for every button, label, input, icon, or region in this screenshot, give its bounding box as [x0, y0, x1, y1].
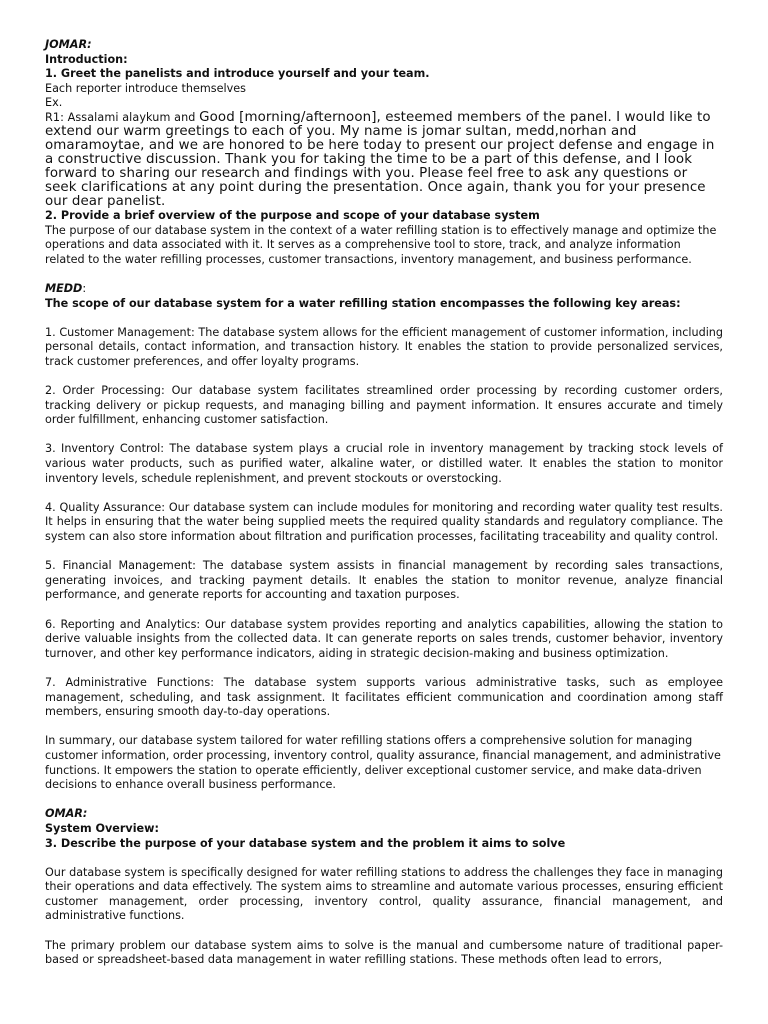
speaker-label-medd-colon: :	[82, 281, 87, 295]
document-page	[45, 38, 723, 968]
scope-item-quality-assurance: 4. Quality Assurance: Our database system can include modules for monitoring and recording water quality test results. It helps in ensuring that the water being supplied meets the required quality standards and regulatory compliance. The system can also store information about filtration and purification processes, facilitating traceability and quality control.	[45, 500, 723, 544]
scope-item-customer-management: 1. Customer Management: The database system allows for the efficient management of customer information, including personal details, contact information, and transaction history. It enables the station to provide personalized services, track customer preferences, and offer loyalty programs.	[45, 325, 723, 368]
scope-item-reporting-analytics: 6. Reporting and Analytics: Our database system provides reporting and analytics capabilities, allowing the station to derive valuable insights from the collected data. It can generate reports on sales trends, customer behavior, inventory turnover, and other key performance indicators, aiding in strategic decision-making and business optimization.	[45, 617, 723, 660]
question-1: 1. Greet the panelists and introduce yourself and your team.	[45, 67, 430, 81]
question-2: 2. Provide a brief overview of the purpose and scope of your database system	[45, 208, 540, 222]
question-3: 3. Describe the purpose of your database system and the problem it aims to solve	[45, 836, 566, 850]
purpose-paragraph: The purpose of our database system in the context of a water refilling station is to effectively manage and optimize the operations and data associated with it. It serves as a comprehensive tool to store, track, and analyze information related to the water refilling processes, customer transactions, inventory management, and business performance.	[45, 223, 717, 266]
speaker-label-medd-line	[45, 282, 723, 297]
designed-paragraph: Our database system is specifically designed for water refilling stations to address the challenges they face in managing their operations and data effectively. The system aims to streamline and automate various processes, ensuring efficient customer management, order processing, inventory control, quality assurance, financial management, and administrative functions.	[45, 865, 723, 923]
intro-heading: Introduction:	[45, 52, 128, 66]
scope-item-administrative-functions: 7. Administrative Functions: The database system supports various administrative tasks, such as employee management, scheduling, and task assignment. It facilitates efficient communication and coordination among staff members, ensuring smooth day-to-day operations.	[45, 675, 723, 719]
greeting-lead: R1: Assalami alaykum and	[45, 110, 200, 124]
speaker-label-omar: OMAR:	[45, 807, 88, 821]
scope-item-order-processing: 2. Order Processing: Our database system facilitates streamlined order processing by recording customer orders, tracking delivery or pickup requests, and managing billing and payment information. It ensures accurate and timely order fulfillment, enhancing customer satisfaction.	[45, 384, 723, 427]
greeting-paragraph	[45, 111, 723, 209]
greeting-text: Good [morning/afternoon], esteemed members of the panel. I would like to extend our warm greetings to each of you. My name is jomar sultan, medd,norhan and omaramoytae, and we are honored to be here today to present our project defense and engage in a constructive discussion. Thank you for taking the time to be a part of this defense, and I look forward to sharing our research and findings with you. Please feel free to ask any questions or seek clarifications at any point during the presentation. Once again, thank you for your presence our dear panelist.	[45, 109, 715, 209]
scope-item-financial-management: 5. Financial Management: The database system assists in financial management by recording sales transactions, generating invoices, and tracking payment details. It enables the station to monitor revenue, analyze financial performance, and generate reports for accounting and taxation purposes.	[45, 559, 723, 602]
scope-heading: The scope of our database system for a water refilling station encompasses the following key areas:	[45, 296, 681, 310]
example-label: Ex.	[45, 96, 63, 110]
problem-paragraph: The primary problem our database system aims to solve is the manual and cumbersome nature of traditional paper-based or spreadsheet-based data management in water refilling stations. These methods often lead to errors,	[45, 938, 723, 967]
speaker-label-medd: MEDD	[45, 281, 83, 295]
scope-item-inventory-control: 3. Inventory Control: The database system plays a crucial role in inventory management by tracking stock levels of various water products, such as purified water, alkaline water, or distilled water. It enables the station to monitor inventory levels, schedule replenishment, and prevent stockouts or overstocking.	[45, 442, 723, 485]
system-overview-heading: System Overview:	[45, 821, 159, 835]
speaker-label-jomar: JOMAR:	[45, 38, 92, 51]
summary-paragraph: In summary, our database system tailored for water refilling stations offers a comprehensive solution for managing customer information, order processing, inventory control, quality assurance, financial management, and administrative functions. It empowers the station to operate efficiently, deliver exceptional customer service, and make data-driven decisions to enhance overall business performance.	[45, 734, 721, 792]
each-reporter-text: Each reporter introduce themselves	[45, 81, 246, 95]
